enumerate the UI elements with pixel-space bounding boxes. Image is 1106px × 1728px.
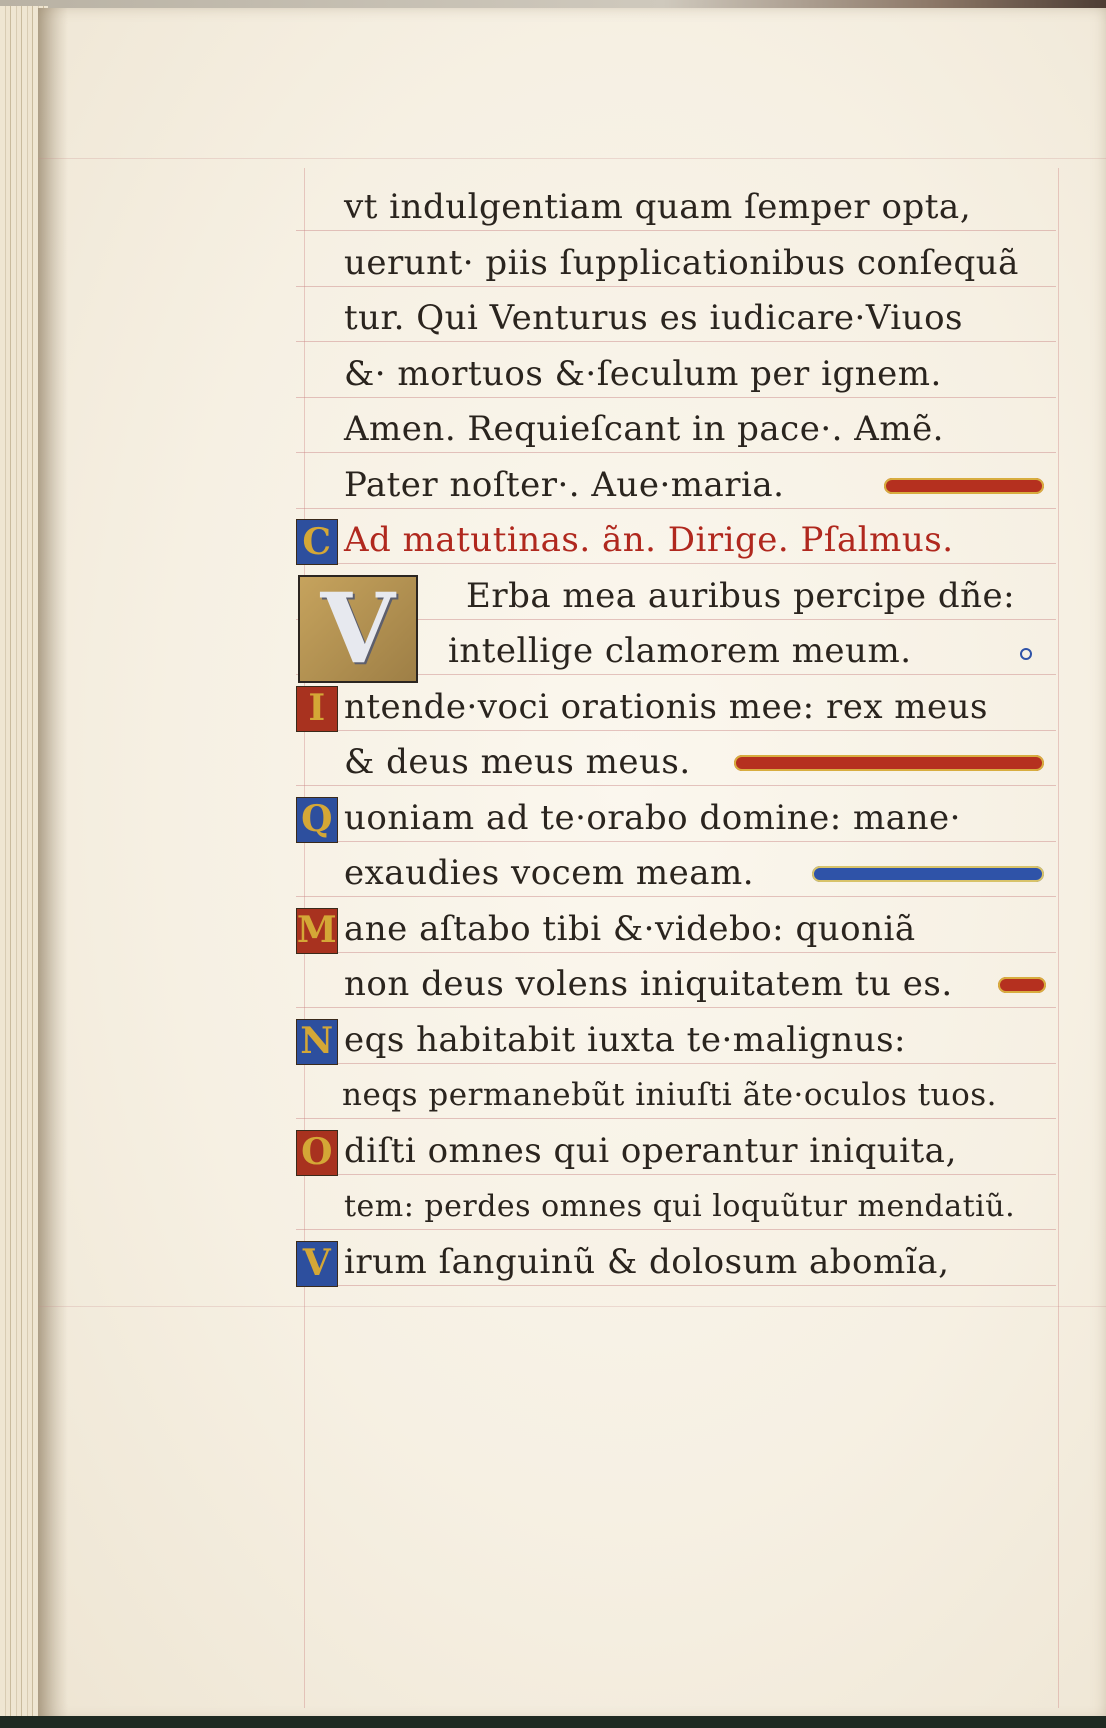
rubric-text: Ad matutinas. ãn. Dirige. Pſalmus. <box>344 520 954 560</box>
line-text: & deus meus meus. <box>344 742 691 782</box>
text-line <box>301 791 1064 847</box>
initial-letter: V <box>296 1241 338 1287</box>
initial-letter: I <box>296 686 338 732</box>
line-text: uerunt· piis ſupplicationibus conſequã <box>344 242 1019 283</box>
text-line <box>344 1179 1064 1235</box>
line-text: irum ſanguinũ & dolosum abomĩa‚ <box>344 1241 950 1282</box>
line-text: ane aſtabo tibi &·videbo: quoniã <box>344 908 916 949</box>
line-text: Erba mea auribus percipe dñe: <box>466 575 1016 616</box>
line-text: tem: perdes omnes qui loquũtur mendatiũ. <box>344 1189 1016 1224</box>
text-line <box>308 680 1064 736</box>
text-line <box>344 458 1064 514</box>
text-line <box>344 402 1064 458</box>
line-text: tur. Qui Venturus es iudicare·Viuos <box>344 298 963 338</box>
line-text: uoniam ad te·orabo domine: mane· <box>344 797 961 838</box>
page-gutter <box>38 8 68 1720</box>
text-line <box>302 513 1064 569</box>
line-text: Pater noſter·. Aue·maria. <box>344 464 785 505</box>
initial-letter: O <box>296 1130 338 1176</box>
manuscript-text <box>296 180 1064 1290</box>
book-bottom-edge <box>0 1716 1106 1728</box>
line-text: &· mortuos &·ſeculum per ignem. <box>344 353 942 394</box>
line-filler <box>734 755 1044 771</box>
line-text: vt indulgentiam quam ſemper opta‚ <box>344 187 971 227</box>
initial-letter: C <box>296 519 338 565</box>
text-line <box>296 902 1064 958</box>
line-text: ntende·voci orationis mee: rex meus <box>344 686 989 727</box>
line-text: non deus volens iniquitatem tu es. <box>344 964 953 1004</box>
line-filler <box>998 977 1046 993</box>
text-line <box>344 957 1064 1013</box>
ruling-horizontal <box>38 158 1106 159</box>
initial-letter: N <box>296 1019 338 1065</box>
initial-letter: M <box>296 908 338 954</box>
text-line <box>344 291 1064 347</box>
line-filler <box>812 866 1044 882</box>
text-line <box>344 846 1064 902</box>
text-line <box>344 347 1064 403</box>
text-line <box>344 624 1064 680</box>
ornament-dot <box>1020 648 1032 660</box>
text-line <box>344 180 1064 236</box>
text-line <box>300 1013 1064 1069</box>
line-filler <box>884 478 1044 494</box>
line-text: neqs permanebũt iniuſti ãte·oculos tuos. <box>342 1077 998 1113</box>
line-text: diſti omnes qui operantur iniquita‚ <box>344 1130 957 1171</box>
text-line <box>301 1124 1064 1180</box>
text-line <box>344 1068 1064 1124</box>
line-text: eqs habitabit iuxta te·malignus: <box>344 1019 906 1060</box>
line-text: Amen. Requieſcant in pace·. Amẽ. <box>344 409 944 449</box>
initial-letter: Q <box>296 797 338 843</box>
illuminated-initial: V <box>298 575 418 683</box>
text-line <box>344 236 1064 292</box>
line-text: intellige clamorem meum. <box>448 631 912 671</box>
text-line <box>302 1235 1064 1291</box>
ruling-horizontal <box>38 1306 1106 1307</box>
line-text: exaudies vocem meam. <box>344 853 755 893</box>
text-line <box>344 735 1064 791</box>
